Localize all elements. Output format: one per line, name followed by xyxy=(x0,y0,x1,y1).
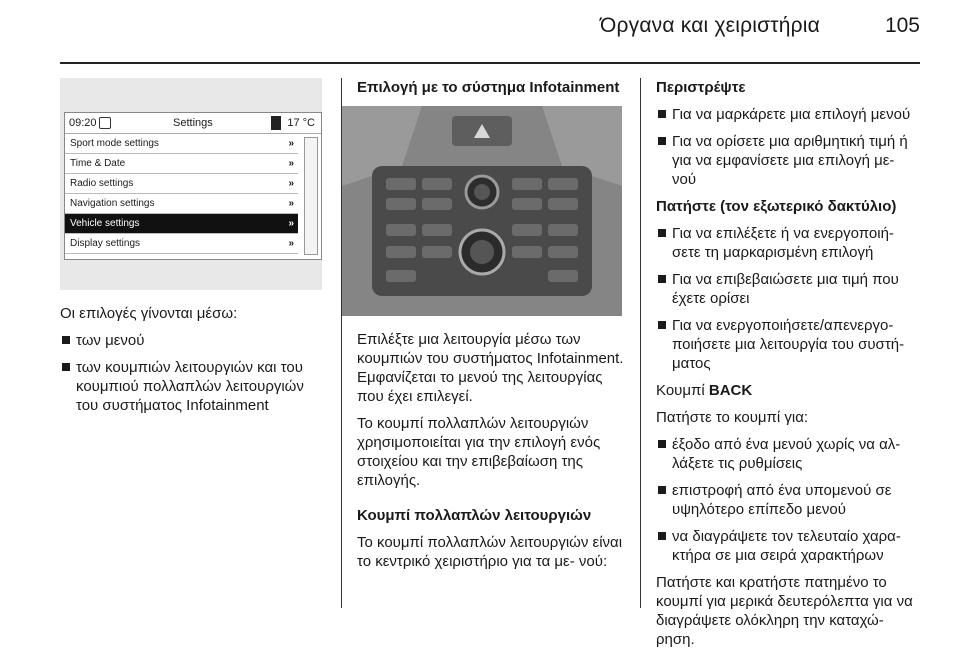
settings-menu-item-label: Sport mode settings xyxy=(70,138,159,149)
heading-rotate: Περιστρέψτε xyxy=(656,79,746,96)
section-heading-infotainment: Επιλογή με το σύστημα Infotainment xyxy=(357,79,620,96)
back-prefix: Κουμπί xyxy=(656,382,709,399)
chevron-right-icon: » xyxy=(288,138,294,149)
settings-screen-topbar xyxy=(65,113,321,134)
chevron-right-icon: » xyxy=(288,178,294,189)
list-item: επιστροφή από ένα υπομενού σε υψηλότερο επίπεδο μενού xyxy=(656,481,922,519)
settings-title: Settings xyxy=(173,117,213,129)
settings-menu-item[interactable] xyxy=(65,154,298,174)
temperature: 17 °C xyxy=(287,117,315,129)
heading-press: Πατήστε (τον εξωτερικό δακτύλιο) xyxy=(656,198,897,215)
list-item: Για να επιλέξετε ή να ενεργοποιή- σετε τη μαρκαρισμένη επιλογή xyxy=(656,224,922,262)
rotate-list xyxy=(656,105,922,189)
settings-menu-item-label: Display settings xyxy=(70,238,141,249)
header-title: Όργανα και χειριστήρια xyxy=(600,14,820,37)
hold-text: Πατήστε και κρατήστε πατημένο το κουμπί για μερικά δευτερόλεπτα για να διαγράψετε ολόκληρη την καταχώ- ρηση. xyxy=(656,574,913,648)
chevron-right-icon: » xyxy=(288,158,294,169)
column-divider-2 xyxy=(640,78,641,608)
settings-menu-item-label: Radio settings xyxy=(70,178,134,189)
back-button-label: BACK xyxy=(708,382,753,399)
list-item: Για να μαρκάρετε μια επιλογή μενού xyxy=(656,105,922,124)
list-item: να διαγράψετε τον τελευταίο χαρα- κτήρα σε μια σειρά χαρακτήρων xyxy=(656,527,922,565)
press-list xyxy=(656,224,922,373)
paragraph-multifunction-usage: Το κουμπί πολλαπλών λειτουργιών χρησιμοποιείται για την επιλογή ενός στοιχείου και την επιβεβαίωση της επιλογής. xyxy=(357,415,601,489)
connection-icon xyxy=(99,117,111,129)
column-2 xyxy=(357,78,627,105)
settings-menu-item-label: Navigation settings xyxy=(70,198,155,209)
thermometer-icon xyxy=(271,116,281,130)
back-list xyxy=(656,435,922,565)
scrollbar xyxy=(304,137,318,255)
settings-menu-item[interactable] xyxy=(65,174,298,194)
list-item: έξοδο από ένα μενού χωρίς να αλ- λάξετε τις ρυθμίσεις xyxy=(656,435,922,473)
settings-menu-list xyxy=(65,134,321,254)
paragraph-multifunction-central: Το κουμπί πολλαπλών λειτουργιών είναι το κεντρικό χειριστήριο για τα με- νού: xyxy=(357,534,623,570)
section-heading-multifunction: Κουμπί πολλαπλών λειτουργιών xyxy=(357,507,592,524)
settings-screen xyxy=(64,112,322,260)
column-2-text xyxy=(357,330,629,579)
selection-methods-list xyxy=(60,331,330,415)
page-number: 105 xyxy=(884,14,920,37)
chevron-right-icon: » xyxy=(288,218,294,229)
header-rule xyxy=(60,62,920,64)
list-item: Για να επιβεβαιώσετε μια τιμή που έχετε ορίσει xyxy=(656,270,922,308)
list-item: των μενού xyxy=(60,331,330,350)
settings-menu-item[interactable] xyxy=(65,214,298,234)
infotainment-panel-photo xyxy=(342,106,622,316)
chevron-right-icon: » xyxy=(288,198,294,209)
list-item: Για να ορίσετε μια αριθμητική τιμή ή για να εμφανίσετε μια επιλογή με- νού xyxy=(656,132,922,189)
back-intro: Πατήστε το κουμπί για: xyxy=(656,409,809,426)
paragraph-select-function: Επιλέξτε μια λειτουργία μέσω των κουμπιών του συστήματος Infotainment. Εμφανίζεται το μενού της λειτουργίας που έχει επιλεγεί. xyxy=(357,331,624,405)
chevron-right-icon: » xyxy=(288,238,294,249)
clock: 09:20 xyxy=(69,117,97,129)
list-item: Για να ενεργοποιήσετε/απενεργο- ποιήσετε μια λειτουργία του συστή- ματος xyxy=(656,316,922,373)
intro-text: Οι επιλογές γίνονται μέσω: xyxy=(60,305,238,322)
back-button-line xyxy=(656,381,922,400)
column-1 xyxy=(60,304,330,423)
column-3 xyxy=(656,78,922,657)
settings-menu-item[interactable] xyxy=(65,234,298,254)
infotainment-panel-drawing xyxy=(342,106,622,316)
settings-menu-item[interactable] xyxy=(65,194,298,214)
list-item: των κουμπιών λειτουργιών και του κουμπιού πολλαπλών λειτουργιών του συστήματος Infotainment xyxy=(60,358,330,415)
settings-menu-item-label: Time & Date xyxy=(70,158,126,169)
settings-menu-item[interactable] xyxy=(65,134,298,154)
settings-menu-item-label: Vehicle settings xyxy=(70,218,140,229)
